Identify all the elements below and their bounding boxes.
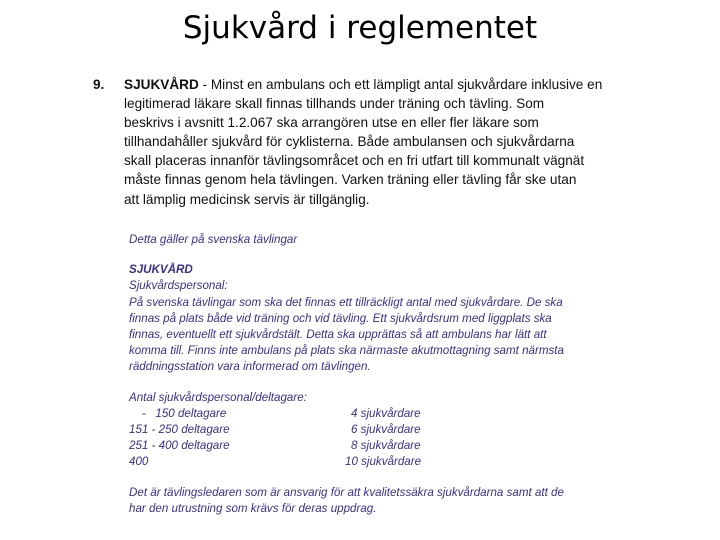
- rule-text: [124, 75, 616, 209]
- staff-cell: 10 sjukvårdare: [345, 455, 422, 469]
- closing-line: har den utrustning som krävs för deras uppdrag.: [129, 501, 377, 515]
- swedish-intro: Detta gäller på svenska tävlingar: [129, 233, 298, 246]
- swedish-paragraph-line: På svenska tävlingar som ska det finnas ett tillräckligt antal med sjukvårdare. De ska: [129, 295, 563, 309]
- rule-line: beskrivs i avsnitt 1.2.067 ska arrangören utse en eller fler läkare som: [124, 115, 539, 131]
- swedish-heading: SJUKVÅRD: [129, 263, 193, 277]
- page-title: Sjukvård i reglementet: [182, 10, 538, 46]
- table-row: [129, 406, 599, 422]
- closing-line: Det är tävlingsledaren som är ansvarig för att kvalitetssäkra sjukvårdarna samt att de: [129, 485, 564, 499]
- staff-cell: 6 sjukvårdare: [351, 423, 421, 437]
- swedish-subheading: Sjukvårdspersonal:: [129, 279, 228, 293]
- staff-cell: 4 sjukvårdare: [351, 406, 421, 420]
- rule-line: måste finnas genom hela tävlingen. Varken träning eller tävling får ske utan: [124, 172, 577, 188]
- rule-line: skall placeras innanför tävlingsområcet och en fri utfart till kommunalt vägnät: [124, 153, 585, 169]
- staff-table: [129, 406, 599, 471]
- participants-cell: - 150 deltagare: [129, 406, 227, 420]
- swedish-paragraph-line: finnas på plats både vid träning och vid tävling. Ett sjukvårdsrum med liggplats ska: [129, 311, 552, 325]
- participants-cell: 151 - 250 deltagare: [129, 423, 230, 437]
- swedish-paragraph-line: finnas, eventuellt ett sjukvårdstält. Detta ska upprättas så att ambulans har lätt att: [129, 328, 547, 342]
- staff-table-heading: Antal sjukvårdspersonal/deltagare:: [129, 390, 307, 404]
- rule-line: SJUKVÅRD - Minst en ambulans och ett lämpligt antal sjukvårdare inklusive en: [124, 77, 603, 92]
- rule-line: tillhandahåller sjukvård för cyklisterna. Både ambulansen och sjukvårdarna: [124, 134, 575, 150]
- swedish-rules-section: [129, 232, 599, 517]
- rule-line: legitimerad läkare skall finnas tillhands under träning och tävling. Som: [124, 96, 545, 112]
- rule-line: att lämplig medicinsk servis är tillgänglig.: [124, 191, 370, 207]
- participants-cell: 251 - 400 deltagare: [129, 439, 230, 453]
- table-row: [129, 454, 599, 470]
- table-row: [129, 422, 599, 438]
- staff-cell: 8 sjukvårdare: [351, 439, 421, 453]
- swedish-paragraph-line: räddningsstation vara informerad om tävlingen.: [129, 360, 371, 374]
- rule-label: SJUKVÅRD: [124, 77, 199, 92]
- participants-cell: 400: [129, 455, 149, 469]
- swedish-paragraph-line: komma till. Finns inte ambulans på plats ska närmaste akutmottagning samt närmsta: [129, 344, 564, 358]
- rule-number: 9.: [93, 77, 105, 92]
- table-row: [129, 438, 599, 454]
